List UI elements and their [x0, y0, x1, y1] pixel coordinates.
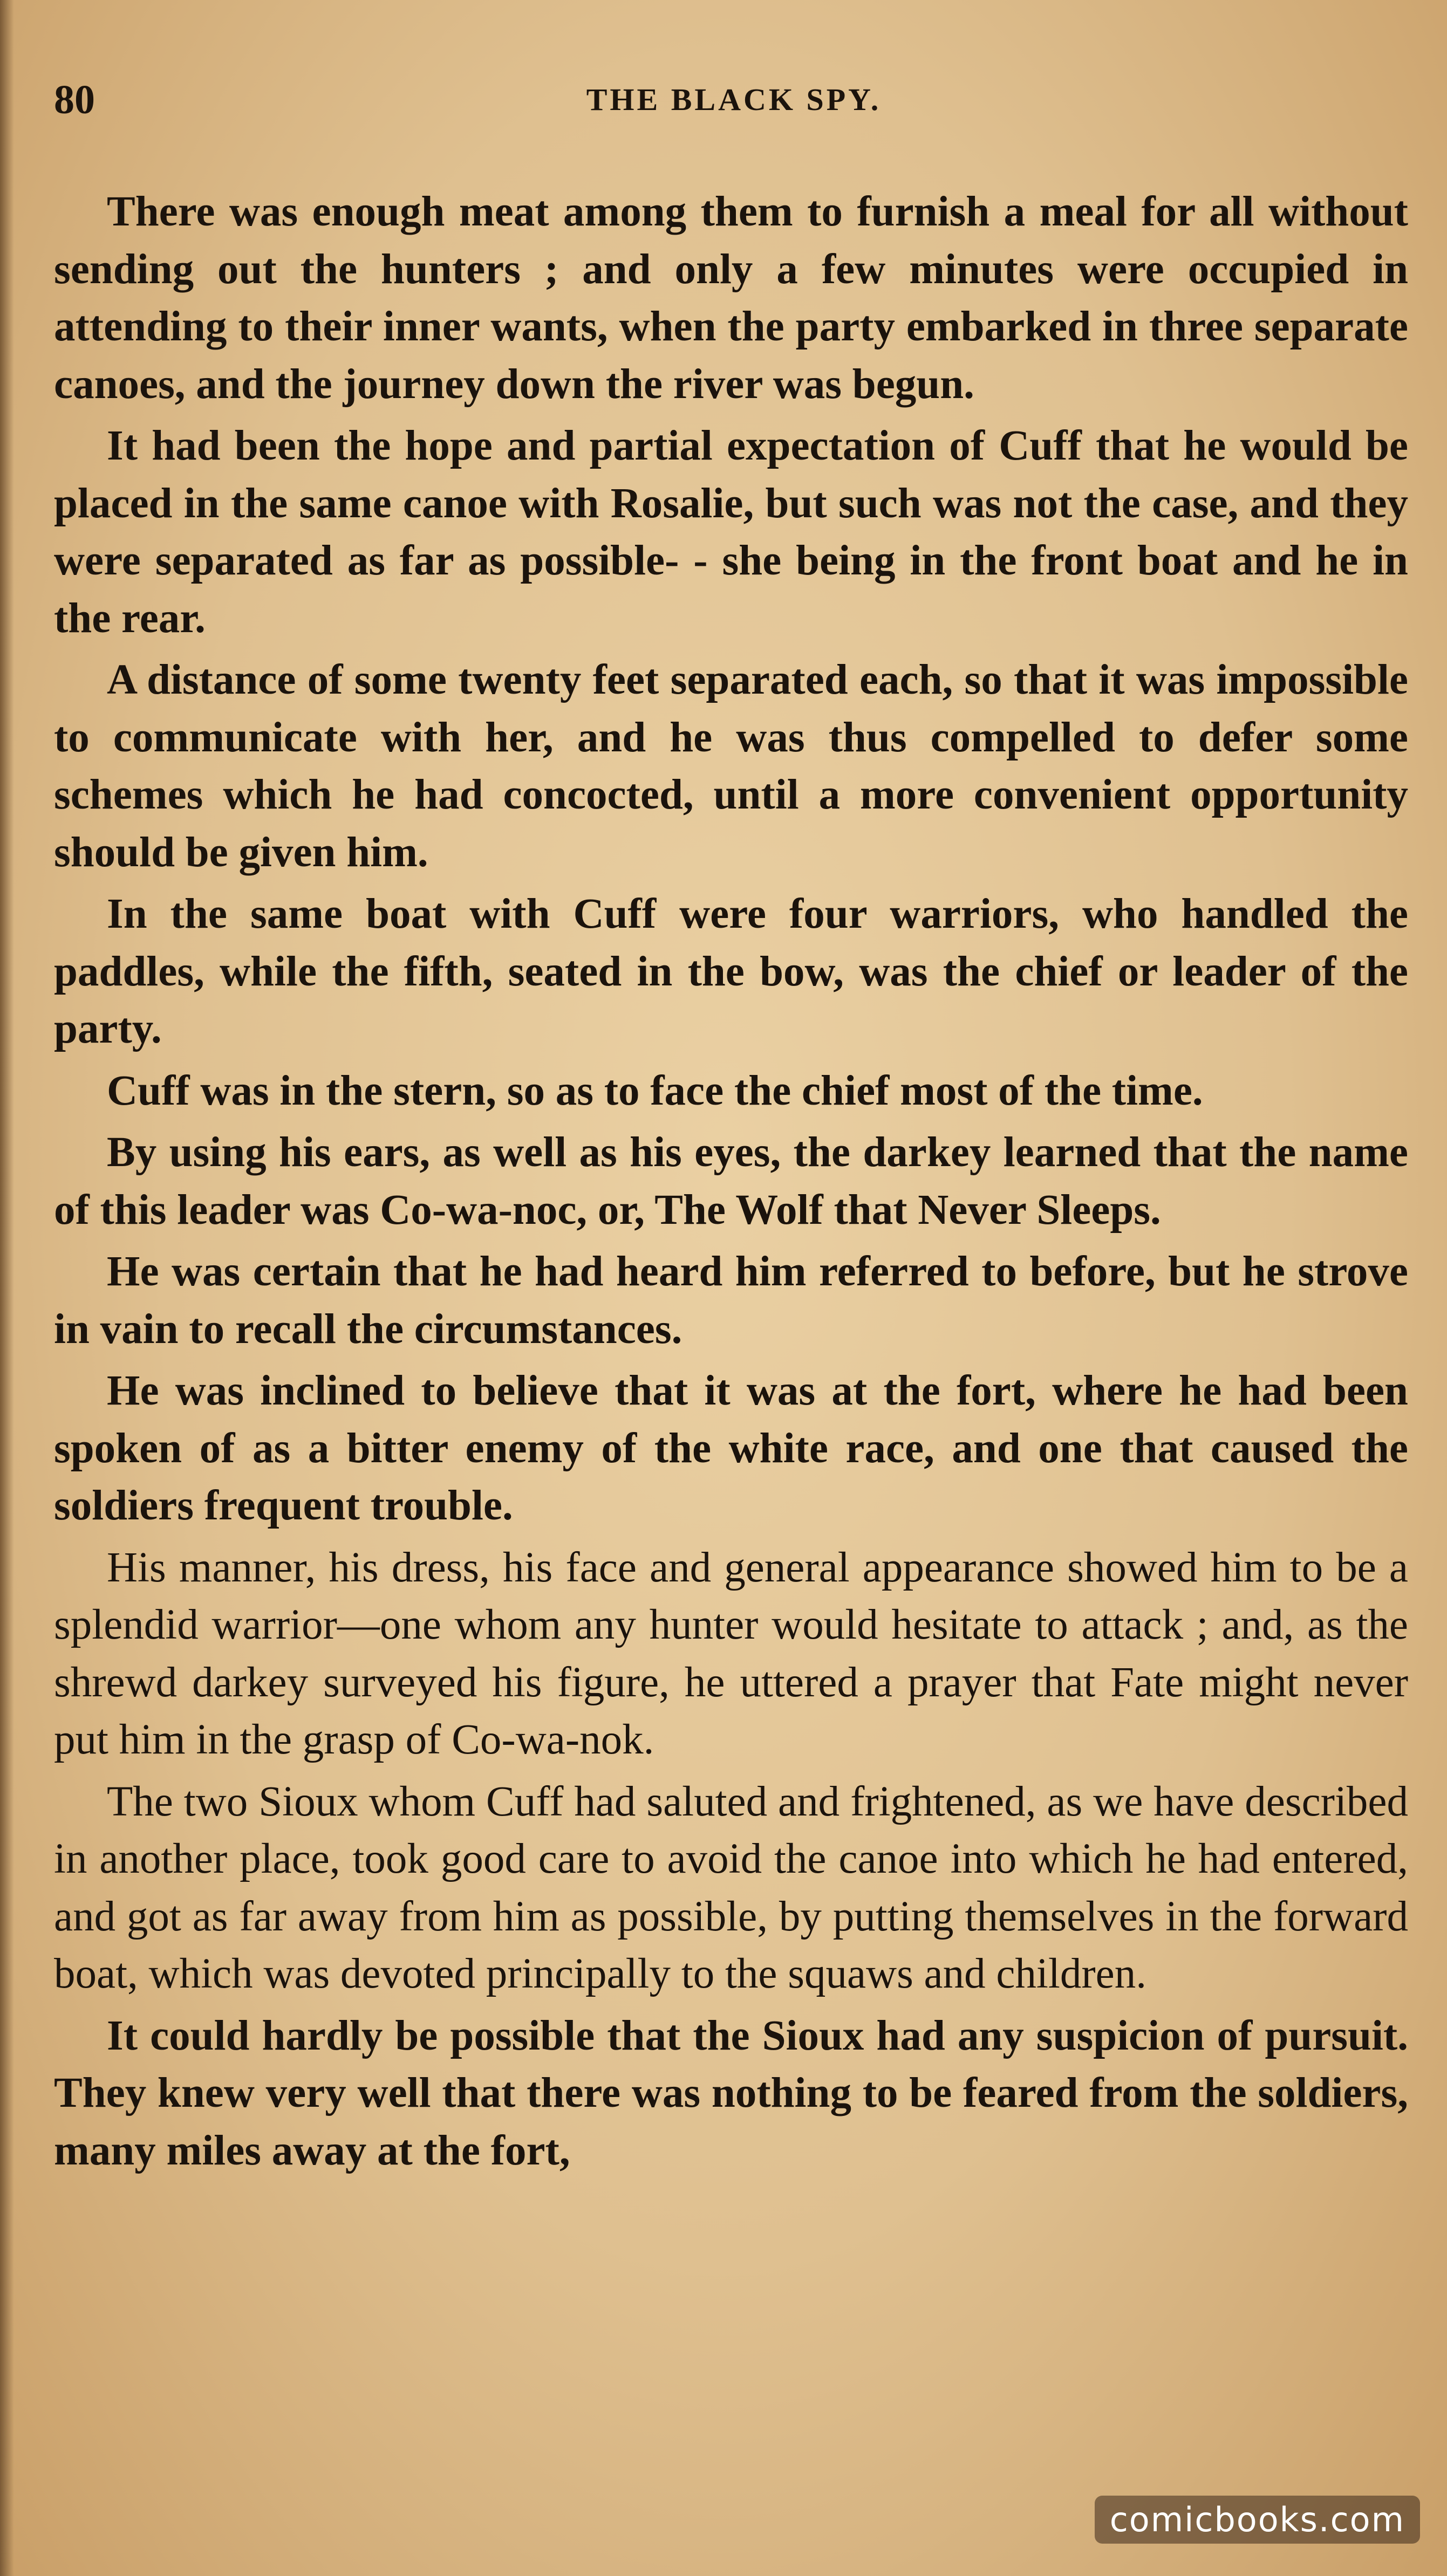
paragraph: There was enough meat among them to furnish a meal for all without sending out the hunters ; and only a few minutes were occupied in attending to their inner wants, when the party embarked in three separate canoes, and the journey down the river was begun. [54, 188, 1408, 408]
paragraph: Cuff was in the stern, so as to face the chief most of the time. [107, 1067, 1203, 1114]
page-header [54, 70, 1414, 129]
paragraph: It could hardly be possible that the Sioux had any suspicion of pursuit. They knew very well that there was nothing to be feared from the soldiers, many miles away at the fort, [54, 2012, 1408, 2174]
paragraph: His manner, his dress, his face and general appearance showed him to be a splendid warrior—one whom any hunter would hesitate to attack ; and, as the shrewd darkey surveyed his figure, he uttered a prayer that Fate might never put him in the grasp of Co-wa-nok. [54, 1544, 1408, 1763]
paragraph: In the same boat with Cuff were four warriors, who handled the paddles, while the fifth, seated in the bow, was the chief or leader of the party. [54, 890, 1408, 1052]
paragraph: The two Sioux whom Cuff had saluted and frightened, as we have described in another place, took good care to avoid the canoe into which he had entered, and got as far away from him as possible, by putting themselves in the forward boat, which was devoted principally to the squaws and children. [54, 1778, 1408, 1997]
page-number: 80 [54, 77, 95, 122]
watermark: comicbooks.com [1095, 2496, 1420, 2544]
paragraph: He was inclined to believe that it was at the fort, where he had been spoken of as a bitter enemy of the white race, and one that caused the soldiers frequent trouble. [54, 1367, 1408, 1529]
paragraph: A distance of some twenty feet separated each, so that it was impossible to communicate with her, and he was thus compelled to defer some schemes which he had concocted, until a more convenient opportunity should be given him. [54, 656, 1408, 876]
paragraph: He was certain that he had heard him referred to before, but he strove in vain to recall the circumstances. [54, 1248, 1408, 1353]
paragraph: It had been the hope and partial expectation of Cuff that he would be placed in the same canoe with Rosalie, but such was not the case, and they were separated as far as possible- - she being in the front boat and he in the rear. [54, 422, 1408, 642]
paragraph: By using his ears, as well as his eyes, the darkey learned that the name of this leader was Co-wa-noc, or, The Wolf that Never Sleeps. [54, 1129, 1408, 1234]
body-text [54, 183, 1408, 2184]
running-title: THE BLACK SPY. [586, 82, 882, 117]
page-gutter-shadow [0, 0, 14, 2576]
